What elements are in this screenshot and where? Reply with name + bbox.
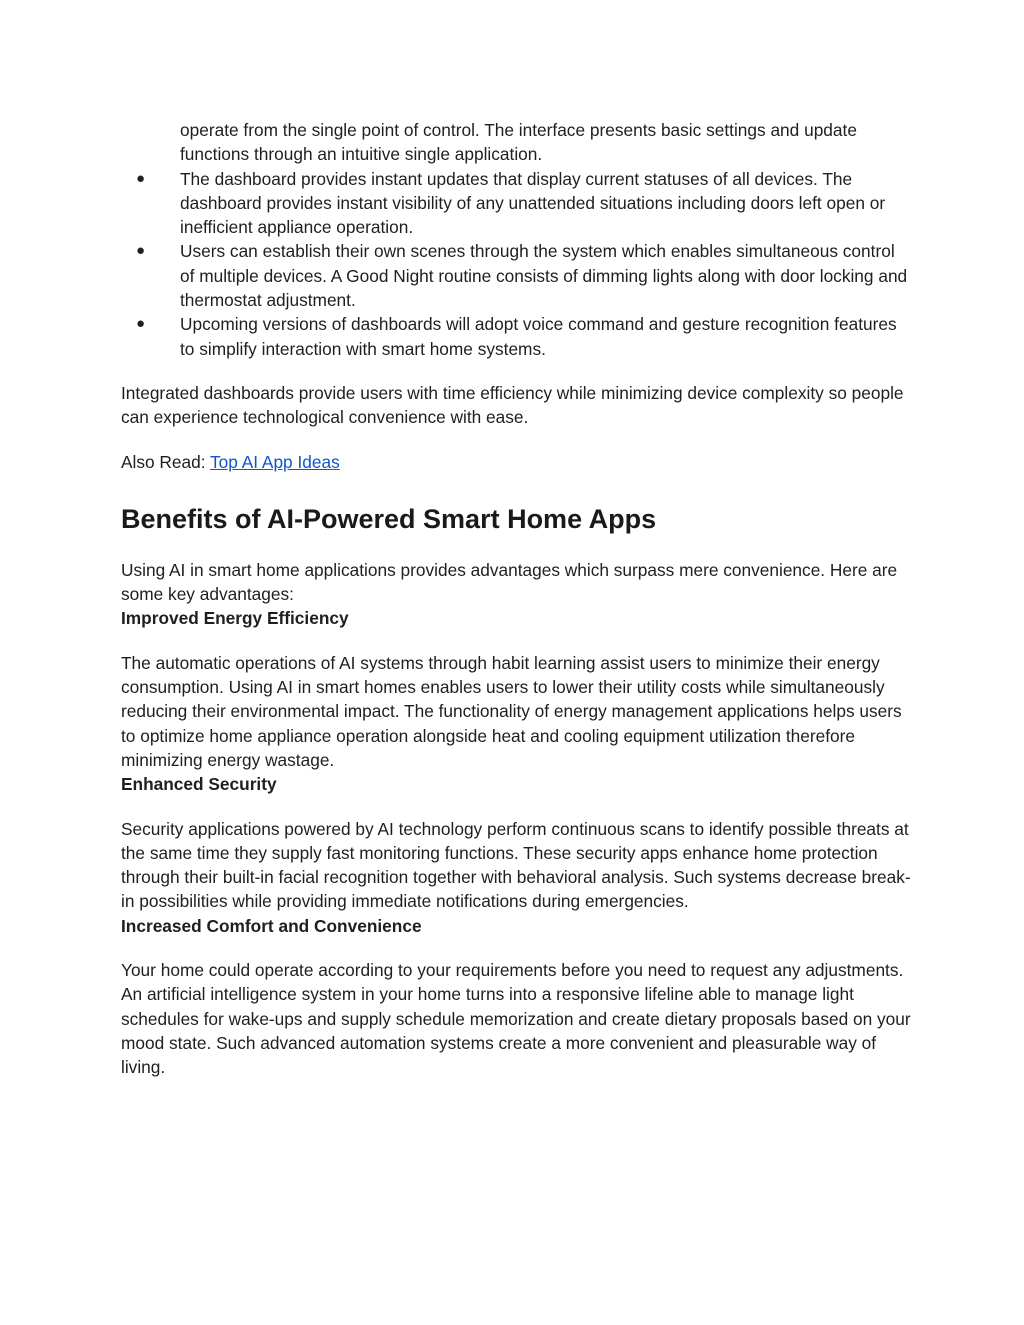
bullet-item-text: Upcoming versions of dashboards will adopt voice command and gesture recognition features to simplify interaction with smart home systems.	[180, 314, 897, 359]
security-heading: Enhanced Security	[121, 774, 277, 795]
bullet-item	[121, 167, 911, 240]
bullet-item	[121, 239, 911, 312]
energy-heading: Improved Energy Efficiency	[121, 608, 349, 629]
section-heading: Benefits of AI-Powered Smart Home Apps	[121, 503, 657, 534]
also-read-line	[121, 450, 911, 474]
bullet-dot-icon: ●	[136, 315, 146, 333]
intro-paragraph: Integrated dashboards provide users with time efficiency while minimizing device complexity so people can experience technological convenience with ease.	[121, 382, 904, 428]
security-body: Security applications powered by AI technology perform continuous scans to identify possible threats at the same time they supply fast monitoring functions. These security apps enhance home protection through their built-in facial recognition together with behavioral analysis. Such systems decrease break-in possibilities while providing immediate notifications during emergencies.	[121, 818, 911, 912]
bullet-item-continuation	[121, 118, 911, 167]
bullet-item-text: The dashboard provides instant updates that display current statuses of all devices. The dashboard provides instant visibility of any unattended situations including doors left open or inefficient appliance operation.	[180, 168, 886, 238]
bullet-dot-icon: ●	[136, 169, 146, 187]
bullet-item-text: Users can establish their own scenes through the system which enables simultaneous control of multiple devices. A Good Night routine consists of dimming lights along with door locking and thermostat adjustment.	[180, 241, 908, 311]
document-page	[121, 118, 911, 1080]
feature-bullet-list	[121, 118, 911, 361]
comfort-heading: Increased Comfort and Convenience	[121, 915, 422, 936]
section-intro: Using AI in smart home applications provides advantages which surpass mere convenience. Here are some key advantages:	[121, 559, 898, 605]
also-read-label: Also Read:	[121, 451, 211, 472]
also-read-link[interactable]: Top AI App Ideas	[210, 451, 340, 472]
bullet-item-text: operate from the single point of control. The interface presents basic settings and update functions through an intuitive single application.	[180, 120, 857, 165]
bullet-item	[121, 312, 911, 361]
comfort-body: Your home could operate according to your requirements before you need to request any adjustments. An artificial intelligence system in your home turns into a responsive lifeline able to manage light schedules for wake-ups and supply schedule memorization and create dietary proposals based on your mood state. Such advanced automation systems create a more convenient and pleasurable way of living.	[121, 960, 911, 1078]
energy-body: The automatic operations of AI systems through habit learning assist users to minimize their energy consumption. Using AI in smart homes enables users to lower their utility costs while simultaneously reducing their environmental impact. The functionality of energy management applications helps users to optimize home appliance operation alongside heat and cooling equipment utilization therefore minimizing energy wastage.	[121, 652, 902, 770]
bullet-dot-icon: ●	[136, 242, 146, 260]
